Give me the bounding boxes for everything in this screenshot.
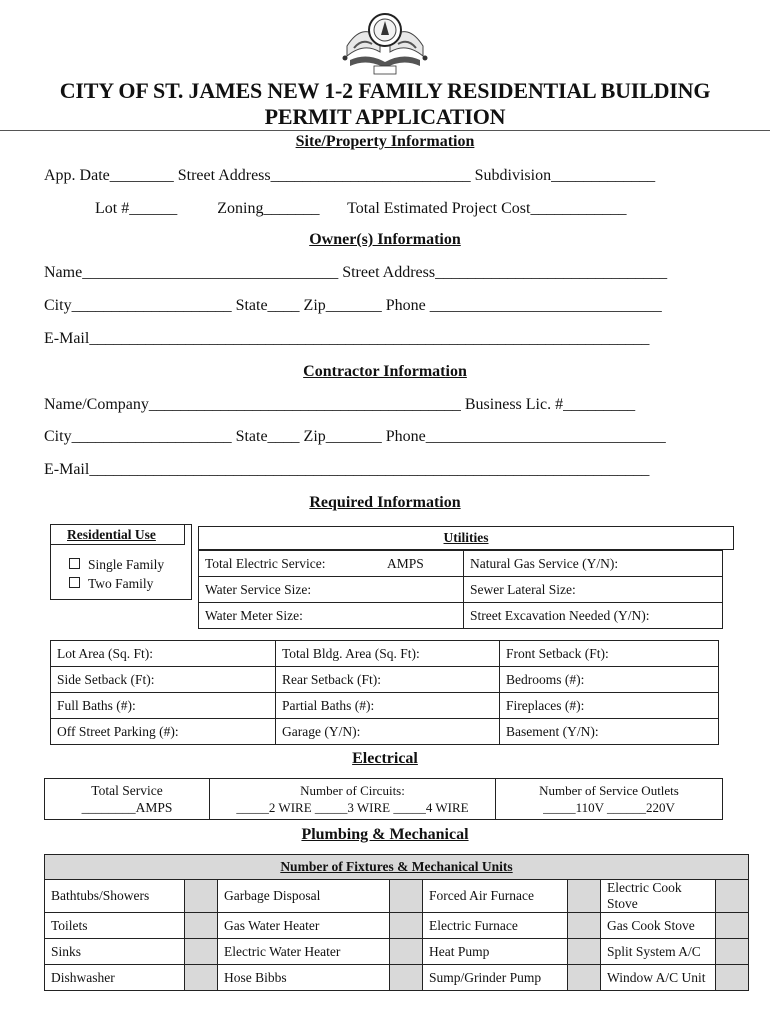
total-service-value: ________AMPS [81,800,173,815]
owner-line-1[interactable]: Name________________________________ Street Address_____________________________ [44,264,668,281]
utility-label: Water Service Size: [205,581,312,597]
fixture-count-field[interactable] [568,913,601,939]
single-family-option[interactable] [69,557,164,573]
building-cell[interactable]: Partial Baths (#): [276,693,500,719]
utilities-heading: Utilities [199,527,734,550]
owner-heading: Owner(s) Information [309,231,461,248]
site-line-1[interactable]: App. Date________ Street Address_________________________ Subdivision_____________ [44,167,656,184]
utilities-section [198,526,734,550]
outlets-label: Number of Service Outlets [539,783,679,798]
building-cell[interactable]: Basement (Y/N): [500,719,719,745]
fixture-count-field[interactable] [390,913,423,939]
amps-unit-label: AMPS [387,555,424,571]
circuits-cell[interactable] [210,779,496,820]
fixture-count-field[interactable] [716,880,749,913]
utility-label: Sewer Lateral Size: [470,581,576,597]
fixture-label: Toilets [45,913,185,939]
fixture-count-field[interactable] [390,965,423,991]
plumbing-table [44,854,749,991]
outlets-value: _____110V ______220V [543,800,675,815]
building-cell[interactable]: Lot Area (Sq. Ft): [51,641,276,667]
fixture-count-field[interactable] [185,965,218,991]
utility-label: Total Electric Service: [205,555,326,571]
building-cell[interactable]: Fireplaces (#): [500,693,719,719]
fixture-label: Gas Water Heater [218,913,390,939]
building-cell[interactable]: Rear Setback (Ft): [276,667,500,693]
utility-label: Street Excavation Needed (Y/N): [470,607,650,623]
outlets-cell[interactable] [496,779,723,820]
form-title-line1: CITY OF ST. JAMES NEW 1-2 FAMILY RESIDENTIAL BUILDING [59,78,711,103]
fixture-label: Hose Bibbs [218,965,390,991]
total-service-cell[interactable] [45,779,210,820]
building-cell[interactable]: Total Bldg. Area (Sq. Ft): [276,641,500,667]
fixture-label: Gas Cook Stove [601,913,716,939]
single-family-checkbox[interactable] [69,558,80,569]
fixture-label: Dishwasher [45,965,185,991]
fixtures-heading: Number of Fixtures & Mechanical Units [45,855,749,880]
fixture-count-field[interactable] [568,939,601,965]
utilities-table [198,550,723,629]
fixture-count-field[interactable] [185,913,218,939]
residential-use-box [50,524,192,600]
plumbing-heading: Plumbing & Mechanical [301,826,469,843]
building-cell[interactable]: Full Baths (#): [51,693,276,719]
fixture-label: Sump/Grinder Pump [423,965,568,991]
single-family-label: Single Family [88,557,165,572]
fixture-count-field[interactable] [390,880,423,913]
fixture-label: Electric Cook Stove [601,880,716,913]
fixture-label: Split System A/C [601,939,716,965]
fixture-label: Window A/C Unit [601,965,716,991]
building-info-table [50,640,719,745]
building-cell[interactable]: Garage (Y/N): [276,719,500,745]
fixture-label: Electric Water Heater [218,939,390,965]
contractor-line-1[interactable]: Name/Company_______________________________________ Business Lic. #_________ [44,396,636,413]
fixture-count-field[interactable] [568,965,601,991]
total-service-label: Total Service [91,783,163,798]
fixture-label: Bathtubs/Showers [45,880,185,913]
fixture-count-field[interactable] [716,913,749,939]
fixture-label: Forced Air Furnace [423,880,568,913]
contractor-heading: Contractor Information [303,363,467,380]
form-title-line2: PERMIT APPLICATION [264,104,506,129]
utility-cell[interactable] [199,603,464,629]
utility-label: Water Meter Size: [205,607,303,623]
utility-cell[interactable] [464,577,723,603]
building-cell[interactable]: Off Street Parking (#): [51,719,276,745]
two-family-label: Two Family [88,576,154,591]
two-family-checkbox[interactable] [69,577,80,588]
header-divider [0,130,770,131]
fixture-label: Garbage Disposal [218,880,390,913]
contractor-email-line[interactable]: E-Mail______________________________________________________________________ [44,461,650,478]
fixture-count-field[interactable] [716,965,749,991]
utility-cell[interactable] [199,551,464,577]
required-heading: Required Information [309,494,461,511]
owner-email-line[interactable]: E-Mail______________________________________________________________________ [44,330,650,347]
contractor-line-2[interactable]: City____________________ State____ Zip_______ Phone______________________________ [44,428,666,445]
site-line-2[interactable]: Lot #______ Zoning_______ Total Estimated Project Cost____________ [95,200,627,217]
fixture-count-field[interactable] [185,939,218,965]
utility-cell[interactable] [199,577,464,603]
building-cell[interactable]: Bedrooms (#): [500,667,719,693]
utility-cell[interactable] [464,603,723,629]
electrical-table [44,778,723,820]
fixture-count-field[interactable] [390,939,423,965]
fixture-count-field[interactable] [716,939,749,965]
building-cell[interactable]: Side Setback (Ft): [51,667,276,693]
site-heading: Site/Property Information [295,133,475,150]
circuits-value: _____2 WIRE _____3 WIRE _____4 WIRE [236,800,469,815]
building-cell[interactable]: Front Setback (Ft): [500,641,719,667]
fixture-count-field[interactable] [568,880,601,913]
electrical-heading: Electrical [352,750,418,767]
fixture-label: Electric Furnace [423,913,568,939]
fixture-label: Heat Pump [423,939,568,965]
city-seal-logo [342,8,428,78]
two-family-option[interactable] [69,576,153,592]
utility-cell[interactable] [464,551,723,577]
fixture-label: Sinks [45,939,185,965]
residential-use-heading: Residential Use [51,525,185,545]
owner-line-2[interactable]: City____________________ State____ Zip_______ Phone _____________________________ [44,297,662,314]
circuits-label: Number of Circuits: [300,783,405,798]
utility-label: Natural Gas Service (Y/N): [470,555,619,571]
fixture-count-field[interactable] [185,880,218,913]
